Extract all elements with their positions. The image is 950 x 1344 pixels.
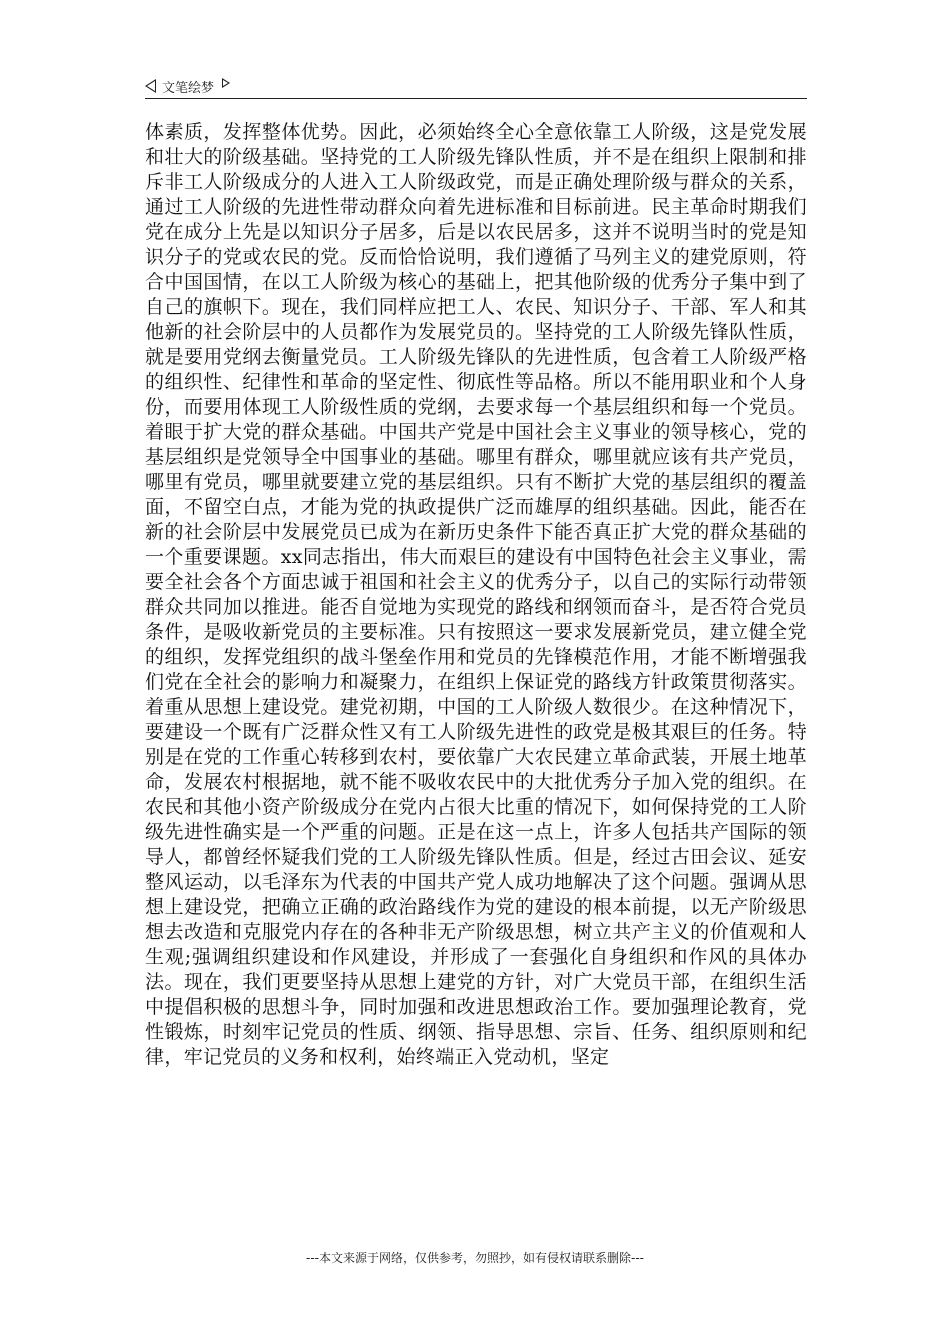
triangle-right-icon <box>222 78 230 88</box>
page-header <box>145 76 807 99</box>
page-footer-disclaimer: ---本文来源于网络，仅供参考，勿照抄，如有侵权请联系删除--- <box>306 1251 644 1265</box>
header-title: 文笔绘梦 <box>162 80 215 96</box>
triangle-left-icon <box>145 79 156 93</box>
document-body-text: 体素质，发挥整体优势。因此，必须始终全心全意依靠工人阶级，这是党发展和壮大的阶级基础。坚持党的工人阶级先锋队性质，并不是在组织上限制和排斥非工人阶级成分的人进入工人阶级政党，而是正确处理阶级与群众的关系，通过工人阶级的先进性带动群众向着先进标准和目标前进。民主革命时期我们党在成分上先是以知识分子居多，后是以农民居多，这并不说明当时的党是知识分子的党或农民的党。反而恰恰说明，我们遵循了马列主义的建党原则，符合中国国情，在以工人阶级为核心的基础上，把其他阶级的优秀分子集中到了自己的旗帜下。现在，我们同样应把工人、农民、知识分子、干部、军人和其他新的社会阶层中的人员都作为发展党员的。坚持党的工人阶级先锋队性质，就是要用党纲去衡量党员。工人阶级先锋队的先进性质，包含着工人阶级严格的组织性、纪律性和革命的坚定性、彻底性等品格。所以不能用职业和个人身份，而要用体现工人阶级性质的党纲，去要求每一个基层组织和每一个党员。着眼于扩大党的群众基础。中国共产党是中国社会主义事业的领导核心，党的基层组织是党领导全中国事业的基础。哪里有群众，哪里就应该有共产党员，哪里有党员，哪里就要建立党的基层组织。只有不断扩大党的基层组织的覆盖面，不留空白点，才能为党的执政提供广泛而雄厚的组织基础。因此，能否在新的社会阶层中发展党员已成为在新历史条件下能否真正扩大党的群众基础的一个重要课题。xx同志指出，伟大而艰巨的建设有中国特色社会主义事业，需要全社会各个方面忠诚于祖国和社会主义的优秀分子，以自己的实际行动带领群众共同加以推进。能否自觉地为实现党的路线和纲领而奋斗，是否符合党员条件，是吸收新党员的主要标准。只有按照这一要求发展新党员，建立健全党的组织，发挥党组织的战斗堡垒作用和党员的先锋模范作用，才能不断增强我们党在全社会的影响力和凝聚力，在组织上保证党的路线方针政策贯彻落实。着重从思想上建设党。建党初期，中国的工人阶级人数很少。在这种情况下，要建设一个既有广泛群众性又有工人阶级先进性的政党是极其艰巨的任务。特别是在党的工作重心转移到农村，要依靠广大农民建立革命武装，开展土地革命，发展农村根据地，就不能不吸收农民中的大批优秀分子加入党的组织。在农民和其他小资产阶级成分在党内占很大比重的情况下，如何保持党的工人阶级先进性确实是一个严重的问题。正是在这一点上，许多人包括共产国际的领导人，都曾经怀疑我们党的工人阶级先锋队性质。但是，经过古田会议、延安整风运动，以毛泽东为代表的中国共产党人成功地解决了这个问题。强调从思想上建设党，把确立正确的政治路线作为党的建设的根本前提，以无产阶级思想去改造和克服党内存在的各种非无产阶级思想，树立共产主义的价值观和人生观;强调组织建设和作风建设，并形成了一套强化自身组织和作风的具体办法。现在，我们更要坚持从思想上建党的方针，对广大党员干部，在组织生活中提倡积极的思想斗争，同时加强和改进思想政治工作。要加强理论教育，党性锻炼，时刻牢记党员的性质、纲领、指导思想、宗旨、任务、组织原则和纪律，牢记党员的义务和权利，始终端正入党动机，坚定 <box>145 121 807 1068</box>
header-brand <box>145 76 230 96</box>
